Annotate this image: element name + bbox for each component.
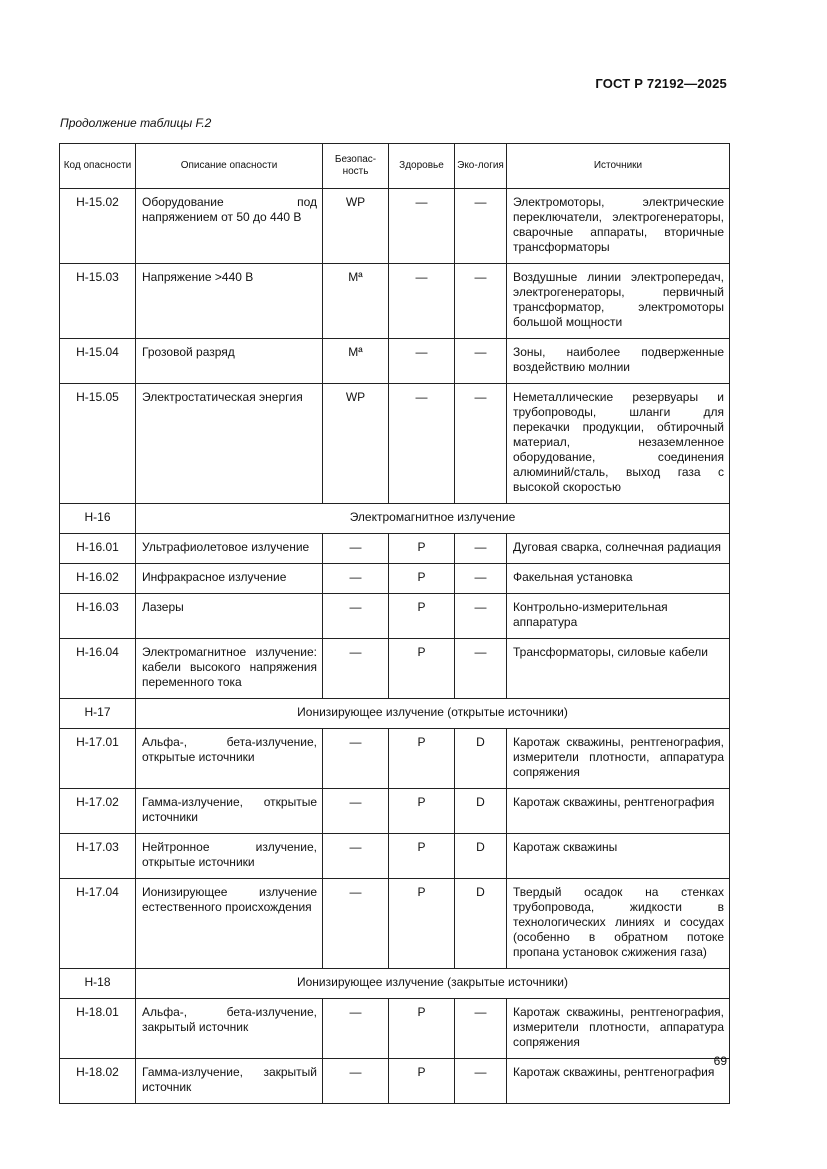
sources-cell: Воздушные линии электропередач, электрогенераторы, первичный трансформатор, электромоторы большой мощности	[507, 264, 730, 339]
sources-cell: Каротаж скважины	[507, 834, 730, 879]
hazard-code: Н-16.04	[60, 639, 136, 699]
hazard-description: Напряжение >440 В	[136, 264, 323, 339]
hazard-code: Н-16.03	[60, 594, 136, 639]
sources-cell: Каротаж скважины, рентгенография, измерители плотности, аппаратура сопряжения	[507, 999, 730, 1059]
hazard-description: Нейтронное излучение, открытые источники	[136, 834, 323, 879]
hazard-description: Ионизирующее излучение естественного происхождения	[136, 879, 323, 969]
sources-cell: Каротаж скважины, рентгенография	[507, 789, 730, 834]
table-row	[60, 639, 730, 699]
safety-cell: —	[323, 789, 389, 834]
table-row	[60, 384, 730, 504]
sources-cell: Каротаж скважины, рентгенография, измерители плотности, аппаратура сопряжения	[507, 729, 730, 789]
sources-cell: Твердый осадок на стенках трубопровода, жидкости в технологических линиях и сосудах (особенно в обратном потоке пропана установок сжижения газа)	[507, 879, 730, 969]
ecology-cell: —	[455, 564, 507, 594]
hazard-code: Н-17.04	[60, 879, 136, 969]
health-cell: Р	[389, 999, 455, 1059]
hazard-description: Электростатическая энергия	[136, 384, 323, 504]
ecology-cell: D	[455, 789, 507, 834]
ecology-cell: D	[455, 729, 507, 789]
table-header-row	[60, 144, 730, 189]
safety-cell: —	[323, 879, 389, 969]
group-row	[60, 699, 730, 729]
health-cell: —	[389, 264, 455, 339]
ecology-cell: D	[455, 879, 507, 969]
health-cell: Р	[389, 639, 455, 699]
page-number: 69	[713, 1054, 727, 1068]
column-header-sources: Источники	[507, 144, 730, 189]
safety-cell: —	[323, 1059, 389, 1104]
sources-cell: Факельная установка	[507, 564, 730, 594]
group-code: Н-18	[60, 969, 136, 999]
safety-cell: Мª	[323, 264, 389, 339]
health-cell: Р	[389, 789, 455, 834]
sources-cell: Дуговая сварка, солнечная радиация	[507, 534, 730, 564]
hazard-description: Грозовой разряд	[136, 339, 323, 384]
safety-cell: WP	[323, 189, 389, 264]
safety-cell: —	[323, 999, 389, 1059]
group-code: Н-16	[60, 504, 136, 534]
table-row	[60, 189, 730, 264]
ecology-cell: —	[455, 1059, 507, 1104]
safety-cell: —	[323, 564, 389, 594]
table-caption: Продолжение таблицы F.2	[60, 116, 212, 130]
health-cell: —	[389, 384, 455, 504]
hazard-table	[59, 143, 730, 1104]
health-cell: Р	[389, 879, 455, 969]
hazard-code: Н-15.02	[60, 189, 136, 264]
safety-cell: —	[323, 834, 389, 879]
group-row	[60, 969, 730, 999]
hazard-code: Н-17.02	[60, 789, 136, 834]
safety-cell: Мª	[323, 339, 389, 384]
sources-cell: Каротаж скважины, рентгенография	[507, 1059, 730, 1104]
table-row	[60, 534, 730, 564]
table-row	[60, 789, 730, 834]
hazard-description: Альфа-, бета-излучение, открытые источники	[136, 729, 323, 789]
safety-cell: —	[323, 534, 389, 564]
hazard-code: Н-16.01	[60, 534, 136, 564]
ecology-cell: —	[455, 339, 507, 384]
group-row	[60, 504, 730, 534]
ecology-cell: D	[455, 834, 507, 879]
ecology-cell: —	[455, 384, 507, 504]
safety-cell: —	[323, 729, 389, 789]
hazard-code: Н-17.03	[60, 834, 136, 879]
hazard-code: Н-18.02	[60, 1059, 136, 1104]
ecology-cell: —	[455, 534, 507, 564]
column-header-ecology: Эко-логия	[455, 144, 507, 189]
column-header-safety: Безопас-ность	[323, 144, 389, 189]
table-row	[60, 264, 730, 339]
hazard-code: Н-17.01	[60, 729, 136, 789]
safety-cell: —	[323, 594, 389, 639]
safety-cell: WP	[323, 384, 389, 504]
ecology-cell: —	[455, 639, 507, 699]
health-cell: Р	[389, 534, 455, 564]
hazard-description: Инфракрасное излучение	[136, 564, 323, 594]
table-row	[60, 564, 730, 594]
ecology-cell: —	[455, 999, 507, 1059]
hazard-description: Ультрафиолетовое излучение	[136, 534, 323, 564]
health-cell: Р	[389, 729, 455, 789]
table-row	[60, 879, 730, 969]
table-row	[60, 339, 730, 384]
hazard-code: Н-15.05	[60, 384, 136, 504]
hazard-code: Н-15.03	[60, 264, 136, 339]
hazard-description: Гамма-излучение, закрытый источник	[136, 1059, 323, 1104]
group-title: Ионизирующее излучение (открытые источники)	[136, 699, 730, 729]
group-title: Ионизирующее излучение (закрытые источники)	[136, 969, 730, 999]
document-standard-header: ГОСТ Р 72192—2025	[595, 76, 727, 91]
sources-cell: Неметаллические резервуары и трубопроводы, шланги для перекачки продукции, обтирочный материал, незаземленное оборудование, соединения алюминий/сталь, выход газа с высокой скоростью	[507, 384, 730, 504]
table-row	[60, 729, 730, 789]
hazard-description: Оборудование под напряжением от 50 до 440 В	[136, 189, 323, 264]
hazard-code: Н-16.02	[60, 564, 136, 594]
table-row	[60, 834, 730, 879]
health-cell: Р	[389, 564, 455, 594]
column-header-code: Код опасности	[60, 144, 136, 189]
column-header-description: Описание опасности	[136, 144, 323, 189]
hazard-code: Н-18.01	[60, 999, 136, 1059]
table-body	[60, 189, 730, 1104]
ecology-cell: —	[455, 264, 507, 339]
sources-cell: Электромоторы, электрические переключатели, электрогенераторы, сварочные аппараты, вторичные трансформаторы	[507, 189, 730, 264]
column-header-health: Здоровье	[389, 144, 455, 189]
table-row	[60, 594, 730, 639]
sources-cell: Зоны, наиболее подверженные воздействию молнии	[507, 339, 730, 384]
health-cell: Р	[389, 594, 455, 639]
safety-cell: —	[323, 639, 389, 699]
group-code: Н-17	[60, 699, 136, 729]
hazard-description: Лазеры	[136, 594, 323, 639]
health-cell: Р	[389, 1059, 455, 1104]
sources-cell: Контрольно-измерительная аппаратура	[507, 594, 730, 639]
group-title: Электромагнитное излучение	[136, 504, 730, 534]
health-cell: —	[389, 189, 455, 264]
ecology-cell: —	[455, 189, 507, 264]
hazard-code: Н-15.04	[60, 339, 136, 384]
hazard-description: Электромагнитное излучение: кабели высокого напряжения переменного тока	[136, 639, 323, 699]
table-row	[60, 999, 730, 1059]
hazard-description: Альфа-, бета-излучение, закрытый источник	[136, 999, 323, 1059]
health-cell: —	[389, 339, 455, 384]
ecology-cell: —	[455, 594, 507, 639]
sources-cell: Трансформаторы, силовые кабели	[507, 639, 730, 699]
hazard-description: Гамма-излучение, открытые источники	[136, 789, 323, 834]
health-cell: Р	[389, 834, 455, 879]
table-row	[60, 1059, 730, 1104]
